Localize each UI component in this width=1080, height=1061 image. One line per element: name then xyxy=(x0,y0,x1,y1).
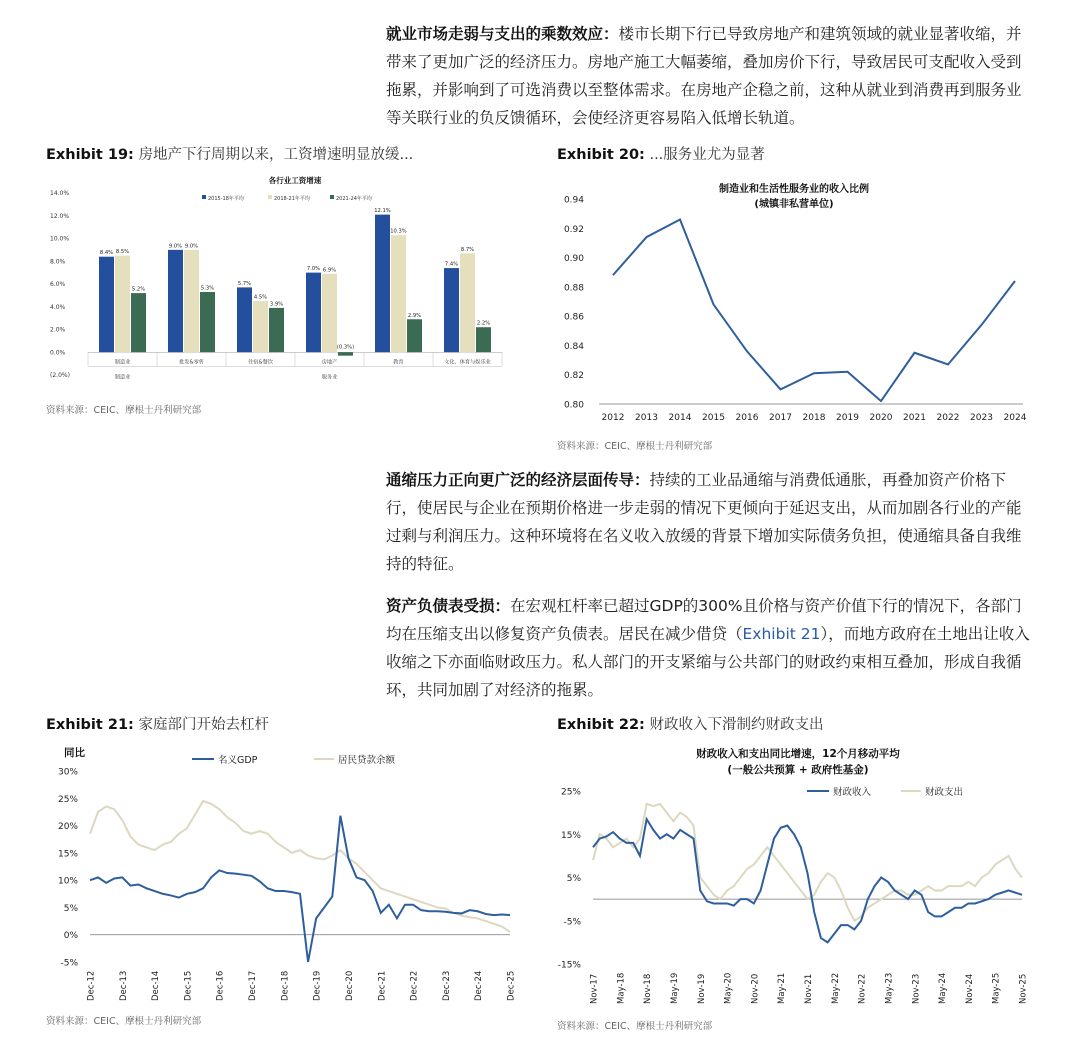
bar xyxy=(269,308,284,352)
x-tick-label: May-25 xyxy=(991,972,1002,1004)
y-tick-label: 14.0% xyxy=(50,190,70,197)
paragraph-heading: 就业市场走弱与支出的乘数效应： xyxy=(386,25,619,43)
x-tick-label: Dec-16 xyxy=(215,970,226,1001)
exhibit-title: 家庭部门开始去杠杆 xyxy=(138,717,269,733)
y-tick-label: 0.84 xyxy=(563,341,584,352)
legend-label: 2021-24年平均 xyxy=(336,196,372,202)
wage-growth-bar-chart xyxy=(40,168,510,400)
group-label: 制造业 xyxy=(114,374,131,381)
legend-label: 2018-21年平均 xyxy=(274,196,310,202)
x-tick-label: Dec-17 xyxy=(248,970,259,1001)
y-tick-label: 4.0% xyxy=(50,303,66,311)
bar-value-label: 10.3% xyxy=(390,228,407,235)
paragraph-body: 楼市长期下行已导致房地产和建筑领域的就业显著收缩，并带来了更加广泛的经济压力。房地产施工大幅萎缩，叠加房价下行，导致居民可支配收入受到拖累，并影响到了可选消费以至整体需求。在房地产企稳之前，这种从就业到消费再到服务业等关联行业的负反馈循环，会使经济更容易陷入低增长轨道。 xyxy=(386,25,1022,127)
legend-swatch xyxy=(202,195,206,199)
bar-value-label: 7.4% xyxy=(444,261,459,268)
y-tick-label: 30% xyxy=(57,767,78,778)
y-tick-label: 0.88 xyxy=(563,283,584,294)
y-tick-label: 10% xyxy=(57,876,78,887)
y-tick-label: 25% xyxy=(560,787,581,798)
exhibit-id: Exhibit 20: xyxy=(557,147,645,163)
bar xyxy=(115,256,130,353)
bar xyxy=(237,287,252,352)
exhibit-id: Exhibit 21: xyxy=(46,717,134,733)
y-tick-label: 5% xyxy=(63,903,78,914)
bar xyxy=(460,253,475,352)
x-tick-label: Nov-20 xyxy=(750,973,761,1004)
series-line-income-ratio xyxy=(613,220,1015,402)
exhibit-title: 财政收入下滑制约财政支出 xyxy=(649,717,824,733)
bar xyxy=(375,215,390,353)
bar-value-label: 12.1% xyxy=(374,208,391,215)
bar xyxy=(131,293,146,352)
bar xyxy=(391,235,406,352)
x-tick-label: Dec-19 xyxy=(312,970,323,1001)
y-tick-label: 6.0% xyxy=(50,281,66,288)
bar-value-label: 8.5% xyxy=(115,249,130,256)
bar-value-label: 8.4% xyxy=(99,250,114,257)
bar-value-label: 2.9% xyxy=(407,312,422,319)
legend-label: 2015-18年平均 xyxy=(208,196,244,202)
x-tick-label: Dec-13 xyxy=(118,970,129,1001)
legend-swatch xyxy=(330,195,334,199)
series-line-fiscal-expenditure xyxy=(593,804,1022,921)
category-label: 房地产 xyxy=(321,359,338,366)
y-tick-label: -5% xyxy=(563,917,581,928)
bar-value-label: 3.9% xyxy=(269,301,284,308)
source-note: 资料来源：CEIC、摩根士丹利研究部 xyxy=(46,405,202,416)
x-tick-label: 2017 xyxy=(769,413,792,423)
x-tick-label: 2021 xyxy=(903,413,926,423)
x-tick-label: 2014 xyxy=(668,413,692,423)
y-tick-label: 0.90 xyxy=(563,254,584,265)
paragraph-heading: 资产负债表受损： xyxy=(386,597,511,615)
x-tick-label: Nov-19 xyxy=(696,973,707,1004)
exhibit-title: ...服务业尤为显著 xyxy=(649,147,765,163)
x-tick-label: Dec-14 xyxy=(151,970,162,1001)
x-tick-label: 2019 xyxy=(836,413,859,423)
paragraph-body: 持续的工业品通缩与消费低通胀，再叠加资产价格下行，使居民与企业在预期价格进一步走弱的情况下更倾向于延迟支出，从而加剧各行业的产能过剩与利润压力。这种环境将在名义收入放缓的背景下增加实际债务负担，使通缩具备自我维持的特征。 xyxy=(386,471,1022,573)
series-line-fiscal-revenue xyxy=(593,819,1022,942)
y-tick-label: 5% xyxy=(566,874,581,884)
x-tick-label: Dec-12 xyxy=(86,970,97,1001)
category-label: 制造业 xyxy=(114,359,131,366)
paragraph-heading: 通缩压力正向更广泛的经济层面传导： xyxy=(386,471,650,489)
y-axis-title: 同比 xyxy=(64,747,85,759)
y-tick-label: 0.80 xyxy=(563,400,584,411)
bar-value-label: 5.2% xyxy=(131,286,146,293)
bar-value-label: 8.7% xyxy=(460,246,475,253)
x-tick-label: 2015 xyxy=(702,413,725,423)
bar-value-label: 7.0% xyxy=(306,266,321,273)
x-tick-label: Dec-21 xyxy=(377,970,388,1001)
y-tick-label: 8.0% xyxy=(50,258,66,266)
chart-subtitle: (城镇非私营单位) xyxy=(754,199,834,210)
x-tick-label: 2020 xyxy=(869,413,893,423)
paragraph-employment xyxy=(386,20,1036,132)
x-tick-label: Dec-18 xyxy=(280,970,291,1001)
y-tick-label: 0.86 xyxy=(563,312,584,323)
x-tick-label: Nov-25 xyxy=(1018,973,1029,1004)
x-tick-label: 2012 xyxy=(601,413,625,423)
y-tick-label: 15% xyxy=(57,849,78,860)
source-note: 资料来源：CEIC、摩根士丹利研究部 xyxy=(46,1016,202,1027)
x-tick-label: Dec-15 xyxy=(183,970,194,1001)
bar xyxy=(200,292,215,352)
y-tick-label: 0.92 xyxy=(563,224,584,235)
bar-value-label: 2.2% xyxy=(476,320,491,327)
x-tick-label: Nov-17 xyxy=(589,973,600,1004)
x-tick-label: May-24 xyxy=(938,972,949,1004)
y-tick-label: 0.94 xyxy=(563,195,584,206)
y-tick-label: (2.0%) xyxy=(50,372,70,379)
source-note: 资料来源：CEIC、摩根士丹利研究部 xyxy=(557,1021,713,1032)
chart-title: 制造业和生活性服务业的收入比例 xyxy=(719,184,869,195)
paragraph-deflation xyxy=(386,466,1036,578)
bar xyxy=(99,257,114,353)
bar xyxy=(407,319,422,352)
bar xyxy=(168,250,183,352)
exhibit-21-link[interactable]: Exhibit 21 xyxy=(742,625,821,643)
exhibit-21-header xyxy=(46,713,269,734)
legend-label: 居民贷款余额 xyxy=(338,755,396,766)
bar-value-label: 5.3% xyxy=(200,285,215,292)
exhibit-19-header xyxy=(46,143,413,164)
x-tick-label: May-23 xyxy=(884,972,895,1004)
chart-title: 财政收入和支出同比增速，12个月移动平均 xyxy=(696,748,900,760)
bar xyxy=(306,273,321,353)
y-tick-label: 10.0% xyxy=(50,235,70,243)
chart-subtitle: (一般公共预算 + 政府性基金) xyxy=(727,764,869,776)
x-tick-label: May-19 xyxy=(669,972,680,1004)
category-label: 教育 xyxy=(393,359,404,366)
x-tick-label: 2013 xyxy=(635,413,658,423)
x-tick-label: 2016 xyxy=(735,413,759,423)
x-tick-label: Nov-24 xyxy=(964,973,975,1004)
category-label: 批发&零售 xyxy=(179,359,204,366)
series-line-nominal-gdp xyxy=(90,816,510,962)
bar-value-label: 6.9% xyxy=(322,267,337,274)
x-tick-label: 2024 xyxy=(1003,413,1027,423)
category-label: 住宿&餐饮 xyxy=(248,359,273,366)
exhibit-22-header xyxy=(557,713,823,734)
x-tick-label: Dec-25 xyxy=(506,970,517,1001)
bar-value-label: 9.0% xyxy=(168,243,183,250)
x-tick-label: May-22 xyxy=(830,972,841,1004)
x-tick-label: Dec-20 xyxy=(344,970,355,1001)
bar-value-label: 5.7% xyxy=(237,280,252,287)
paragraph-body: 在宏观杠杆率已超过GDP的300%且价格与资产价值下行的情况下，各部门均在压缩支出以修复资产负债表。居民在减少借贷（ xyxy=(386,597,1022,643)
legend-label: 财政支出 xyxy=(925,787,964,798)
chart-title: 各行业工资增速 xyxy=(268,176,322,185)
x-tick-label: May-20 xyxy=(723,972,734,1004)
y-tick-label: -5% xyxy=(60,958,78,969)
x-tick-label: May-21 xyxy=(777,972,788,1004)
y-tick-label: 25% xyxy=(57,794,78,805)
paragraph-body: ），而地方政府在土地出让收入收缩之下亦面临财政压力。私人部门的开支紧缩与公共部门的财政约束相互叠加，形成自我循环，共同加剧了对经济的拖累。 xyxy=(386,625,1030,699)
fiscal-revenue-expenditure-line-chart xyxy=(553,738,1035,1013)
x-tick-label: Dec-24 xyxy=(474,970,485,1001)
bar xyxy=(338,352,353,355)
y-tick-label: 20% xyxy=(57,822,78,833)
x-tick-label: Nov-22 xyxy=(857,973,868,1004)
legend-swatch xyxy=(268,195,272,199)
x-tick-label: 2022 xyxy=(936,413,960,423)
income-ratio-line-chart xyxy=(555,170,1035,430)
x-tick-label: Dec-22 xyxy=(409,970,420,1001)
exhibit-id: Exhibit 19: xyxy=(46,147,134,163)
x-tick-label: 2018 xyxy=(802,413,826,423)
x-tick-label: Nov-23 xyxy=(911,973,922,1004)
category-label: 文化、体育与娱乐业 xyxy=(444,359,491,366)
bar-value-label: 9.0% xyxy=(184,243,199,250)
household-deleveraging-line-chart xyxy=(40,738,520,1010)
y-tick-label: 0.82 xyxy=(563,371,584,382)
x-tick-label: Dec-23 xyxy=(441,970,452,1001)
legend-label: 名义GDP xyxy=(218,755,258,766)
source-note: 资料来源：CEIC、摩根士丹利研究部 xyxy=(557,441,713,452)
y-tick-label: -15% xyxy=(557,960,581,971)
bar xyxy=(444,268,459,352)
x-tick-label: Nov-18 xyxy=(643,973,654,1004)
x-tick-label: May-18 xyxy=(616,972,627,1004)
bar xyxy=(253,301,268,352)
group-label: 服务业 xyxy=(321,374,338,381)
paragraph-balance-sheet xyxy=(386,592,1036,704)
legend-label: 财政收入 xyxy=(833,787,872,798)
exhibit-id: Exhibit 22: xyxy=(557,717,645,733)
bar-value-label: (0.3%) xyxy=(336,344,355,351)
exhibit-20-header xyxy=(557,143,765,164)
bar-value-label: 4.5% xyxy=(253,294,268,301)
bar xyxy=(322,274,337,352)
y-tick-label: 15% xyxy=(560,830,581,841)
bar xyxy=(476,327,491,352)
x-tick-label: 2023 xyxy=(970,413,993,423)
y-tick-label: 0.0% xyxy=(50,349,66,357)
y-tick-label: 0% xyxy=(63,931,78,942)
y-tick-label: 2.0% xyxy=(50,326,66,334)
y-tick-label: 12.0% xyxy=(50,212,70,220)
x-tick-label: Nov-21 xyxy=(804,973,814,1004)
exhibit-title: 房地产下行周期以来，工资增速明显放缓... xyxy=(138,147,414,163)
bar xyxy=(184,250,199,352)
